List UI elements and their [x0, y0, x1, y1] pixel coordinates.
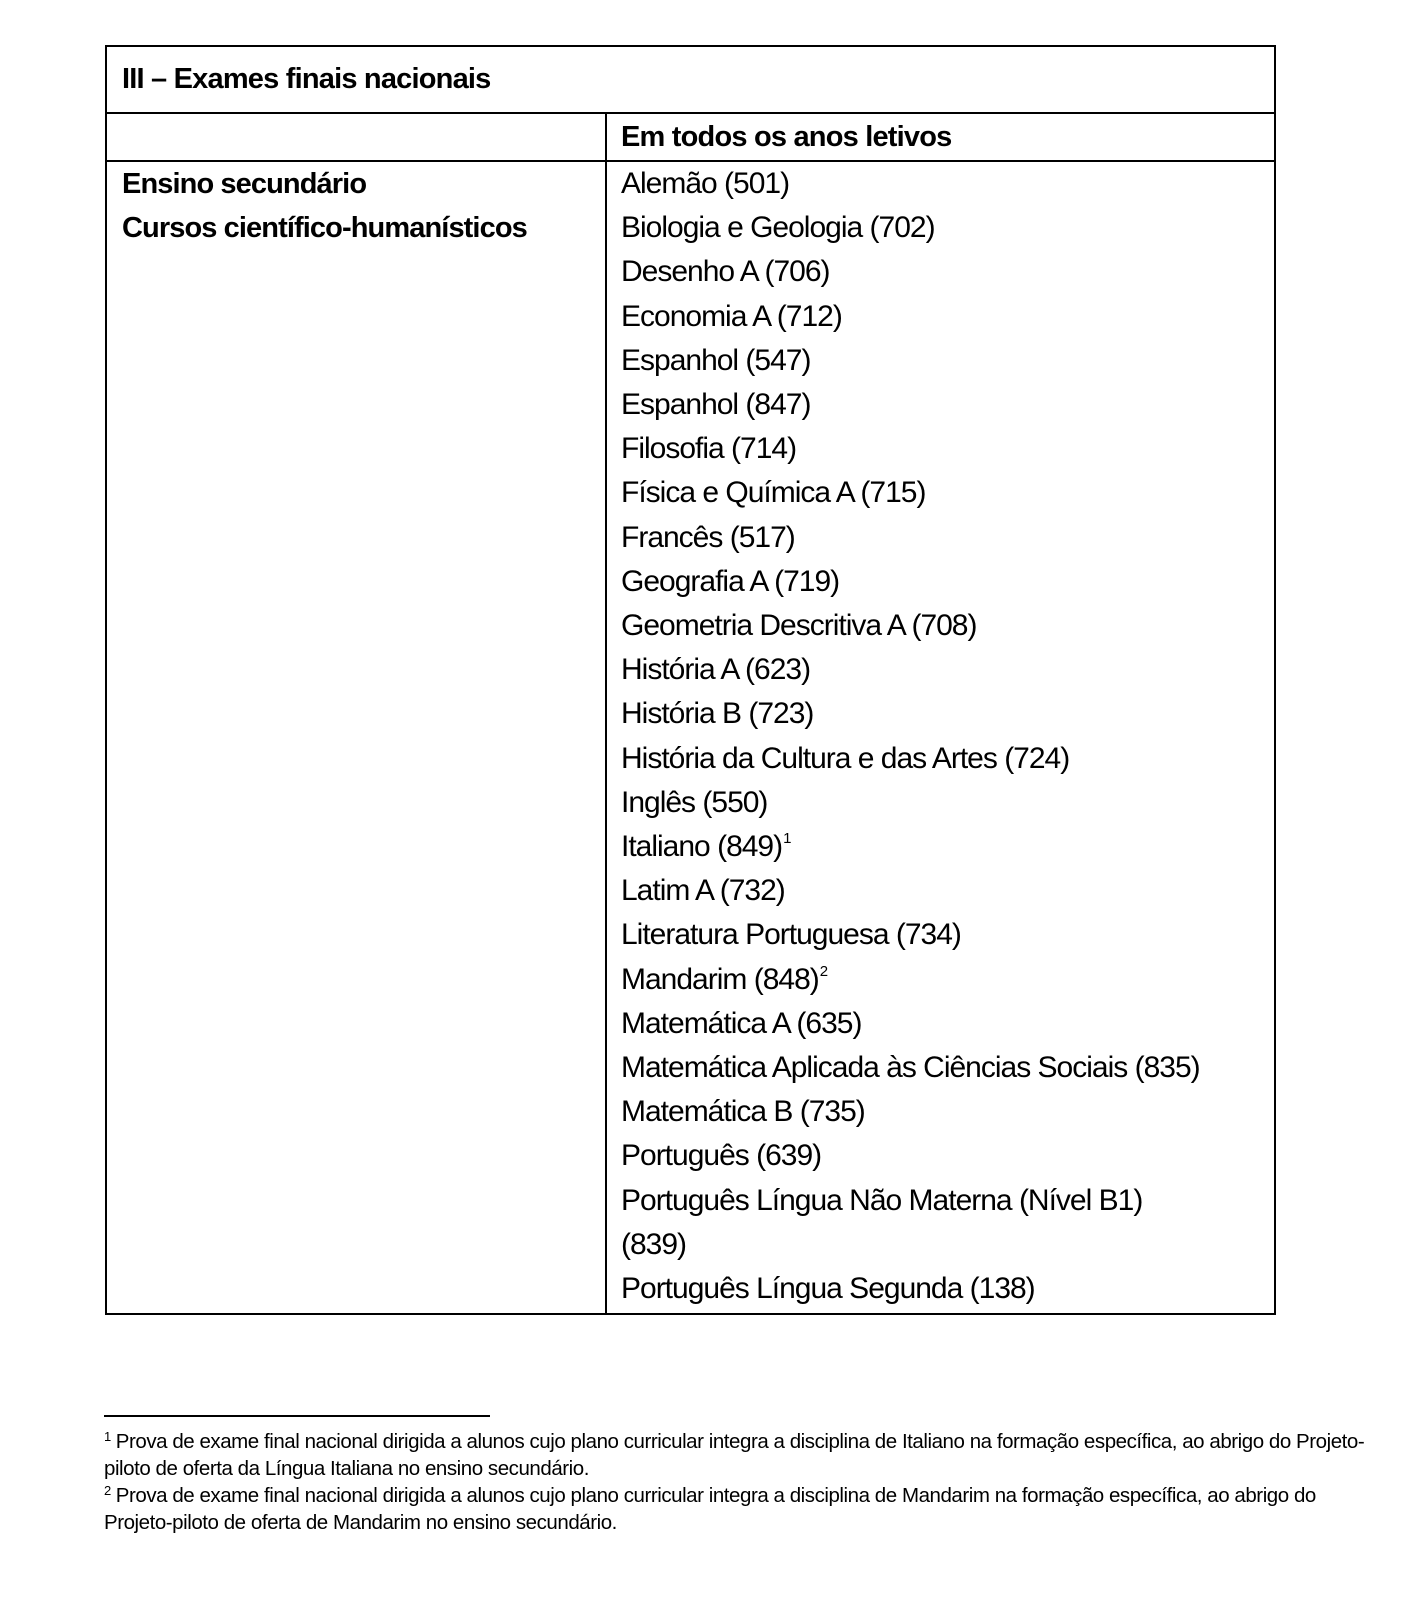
- footnotes: [104, 1428, 1374, 1536]
- subject-item: [621, 295, 1211, 339]
- subject-name: Italiano (849): [621, 830, 783, 864]
- footnote-text: Prova de exame final nacional dirigida a alunos cujo plano curricular integra a disciplina de Italiano na formação específica, ao abrigo do Projeto-piloto de oferta da Língua Italiana no ensino secundário.: [104, 1430, 1365, 1480]
- column-header: Em todos os anos letivos: [621, 120, 952, 153]
- subject-item: [621, 560, 1211, 604]
- subject-item: [621, 427, 1211, 471]
- footnote-reference[interactable]: 2: [819, 962, 828, 980]
- footnote: [104, 1428, 1374, 1482]
- subject-name: Espanhol (547): [621, 343, 811, 377]
- subject-name: Mandarim (848): [621, 962, 819, 996]
- subject-name: Economia A (712): [621, 299, 842, 333]
- subject-name: Alemão (501): [621, 167, 790, 200]
- subject-item: [621, 869, 1211, 913]
- subject-item: [621, 958, 1211, 1002]
- subject-name: Física e Química A (715): [621, 476, 926, 510]
- subject-name: Português Língua Não Materna (Nível B1) (839): [621, 1183, 1143, 1261]
- subject-item: [621, 604, 1211, 648]
- table-body-row: [107, 162, 1274, 1313]
- subject-name: Matemática B (735): [621, 1095, 865, 1129]
- subject-name: Espanhol (847): [621, 388, 811, 422]
- subject-item: [621, 250, 1211, 294]
- footnote-mark: 1: [104, 1429, 111, 1444]
- header-empty-cell: [107, 114, 607, 160]
- subject-name: Filosofia (714): [621, 432, 797, 466]
- subject-name: Português (639): [621, 1139, 822, 1173]
- subjects-cell: [607, 162, 1274, 1313]
- footnote-reference[interactable]: 1: [783, 830, 791, 848]
- footnote-separator: [104, 1415, 490, 1417]
- subject-name: Biologia e Geologia (702): [621, 211, 935, 245]
- subject-item: [621, 781, 1211, 825]
- subject-item: [621, 692, 1211, 736]
- course-type: Cursos científico-humanísticos: [122, 212, 527, 245]
- subject-name: História da Cultura e das Artes (724): [621, 741, 1070, 775]
- subject-item: [621, 913, 1211, 957]
- education-level: Ensino secundário: [122, 168, 367, 200]
- subject-name: Matemática Aplicada às Ciências Sociais (835): [621, 1051, 1200, 1085]
- subject-item: [621, 1002, 1211, 1046]
- subject-item: [621, 516, 1211, 560]
- subject-item: [621, 206, 1211, 250]
- table-title-row: [107, 47, 1274, 114]
- subject-item: [621, 339, 1211, 383]
- footnote-mark: 2: [104, 1483, 111, 1498]
- subject-name: Inglês (550): [621, 785, 768, 819]
- subject-name: História B (723): [621, 697, 814, 731]
- subject-name: Literatura Portuguesa (734): [621, 918, 961, 952]
- footnote-text: Prova de exame final nacional dirigida a alunos cujo plano curricular integra a disciplina de Mandarim na formação específica, ao abrigo do Projeto-piloto de oferta de Mandarim no ensino secundário.: [104, 1484, 1316, 1534]
- subject-name: Francês (517): [621, 520, 795, 554]
- subject-name: Matemática A (635): [621, 1006, 862, 1040]
- subject-name: Português Língua Segunda (138): [621, 1272, 1035, 1306]
- table-title: III – Exames finais nacionais: [122, 63, 491, 95]
- subject-item: [621, 648, 1211, 692]
- subject-item: [621, 737, 1211, 781]
- subject-name: Latim A (732): [621, 874, 785, 908]
- subjects-list: [621, 162, 1211, 1313]
- subject-item: [621, 1134, 1211, 1178]
- subject-item: [621, 1267, 1211, 1311]
- subject-item: [621, 1179, 1211, 1267]
- subject-item: [621, 825, 1211, 869]
- subject-item: [621, 1046, 1211, 1090]
- education-level-cell: [107, 162, 607, 1313]
- subject-name: Geometria Descritiva A (708): [621, 609, 977, 643]
- subject-name: História A (623): [621, 653, 811, 687]
- subject-name: Geografia A (719): [621, 564, 840, 598]
- subject-item: [621, 471, 1211, 515]
- subject-name: Desenho A (706): [621, 255, 830, 289]
- table-header-row: [107, 114, 1274, 162]
- footnote: [104, 1482, 1374, 1536]
- subject-item: [621, 383, 1211, 427]
- exams-table: [105, 45, 1276, 1315]
- subject-item: [621, 1090, 1211, 1134]
- subject-item: [621, 162, 1211, 206]
